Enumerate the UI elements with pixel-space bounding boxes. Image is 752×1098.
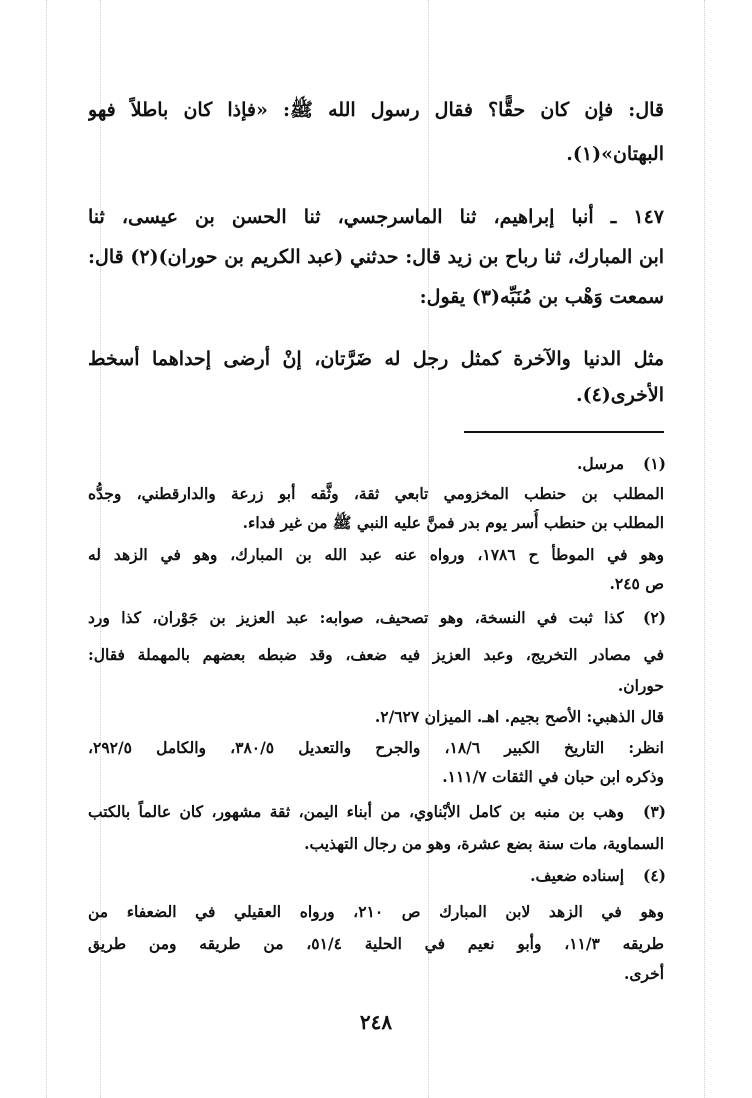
body-line: قال: فإن كان حقًّا؟ فقال رسول الله ﷺ: «فإذا كان باطلاً فهو [88,99,664,121]
body-line: البهتان»(١). [566,143,664,165]
page-number: ٢٤٨ [359,1010,393,1034]
footnote-line: قال الذهبي: الأصح بجيم. اهـ. الميزان ٢/٦٢٧. [374,707,664,726]
footnote-line: وذكره ابن حبان في الثقات ١١١/٧. [442,767,664,786]
footnote-line: ص ٢٤٥. [609,574,664,593]
footnote-line: مرسل. [577,454,624,473]
footnote-line: أخرى. [624,964,664,983]
footnote-line: المطلب بن حنطب أُسر يوم بدر فمنَّ عليه النبي ﷺ من غير فداء. [242,513,664,532]
footnote-line: حوران. [617,676,664,695]
footnote-line: وهو في الموطأ ح ١٧٨٦، ورواه عنه عبد الله بن المبارك، وهو في الزهد له [88,545,664,564]
footnote-marker: (٤) [642,866,666,885]
hadith-147-line: ١٤٧ ـ أنبا إبراهيم، ثنا الماسرجسي، ثنا الحسن بن عيسى، ثنا [88,206,664,228]
footnote-line: وهب بن منبه بن كامل الأبْناوي، من أبناء اليمن، ثقة مشهور، كان عالماً بالكتب [88,802,624,821]
footnote-marker: (٢) [642,608,666,627]
footnote-line: المطلب بن حنطب المخزومي تابعي ثقة، وثَّقه أبو زرعة والدارقطني، وجدُّه [88,484,664,503]
footnote-line: في مصادر التخريج، وعبد العزيز فيه ضعف، وقد ضبطه بعضهم بالمهملة فقال: [88,645,664,664]
footnote-line: كذا ثبت في النسخة، وهو تصحيف، صوابه: عبد العزيز بن جَوْران، كذا ورد [88,608,624,627]
footnote-marker: (١) [642,454,666,473]
footnote-divider [464,431,664,433]
footnote-line: انظر: التاريخ الكبير ١٨/٦، والجرح والتعديل ٣٨٠/٥، والكامل ٢٩٢/٥، [88,738,664,757]
scan-guide-line [46,0,47,1098]
body-line: الأخرى(٤). [575,384,664,406]
body-line: ابن المبارك، ثنا رباح بن زيد قال: حدثني (عبد الكريم بن حوران)(٢) قال: [88,246,664,268]
body-line: سمعت وَهْب بن مُنَبِّه(٣) يقول: [419,286,664,308]
footnote-marker: (٣) [642,802,666,821]
footnote-line: إسناده ضعيف. [530,866,624,885]
footnote-line: طريقه ١١/٣، وأبو نعيم في الحلية ٥١/٤، من طريقه ومن طريق [88,934,664,953]
body-line: مثل الدنيا والآخرة كمثل رجل له ضَرَّتان، إنْ أرضى إحداهما أسخط [88,348,664,370]
scan-guide-line [704,0,705,1098]
footnote-line: وهو في الزهد لابن المبارك ص ٢١٠، ورواه العقيلي في الضعفاء من [88,902,664,921]
footnote-line: السماوية، مات سنة بضع عشرة، وهو من رجال التهذيب. [304,834,664,853]
